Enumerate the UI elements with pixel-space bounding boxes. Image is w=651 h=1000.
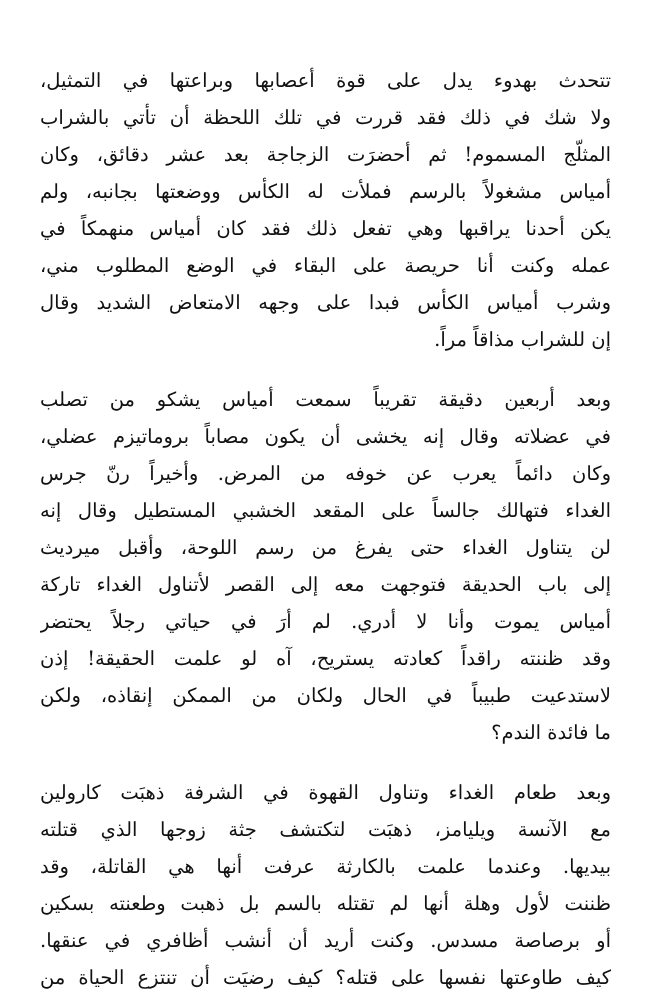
text-line: إن للشراب مذاقاً مراً. [434,328,611,351]
text-line: أو برصاصة مسدس. وكنت أريد أن أنشب أظافري في عنقها. [40,929,611,952]
text-line: وشرب أمياس الكأس فبدا على وجهه الامتعاض الشديد وقال [40,291,611,314]
text-line: إلى باب الحديقة فتوجهت معه إلى القصر لأتناول الغداء تاركة [40,573,611,596]
text-line: عمله وكنت أنا حريصة على البقاء في الوضع المطلوب مني، [40,254,611,277]
paragraph-2 [40,381,611,751]
text-line: تتحدث بهدوء يدل على قوة أعصابها وبراعتها في التمثيل، [40,69,611,92]
text-line: لاستدعيت طبيباً في الحال ولكان من الممكن إنقاذه، ولكن [40,684,611,707]
text-line: ظننت لأول وهلة أنها لم تقتله بالسم بل ذهبت وطعنته بسكين [40,892,611,915]
text-line: يكن أحدنا يراقبها وهي تفعل ذلك فقد كان أمياس منهمكاً في [40,217,611,240]
text-line: لن يتناول الغداء حتى يفرغ من رسم اللوحة، وأقبل ميرديث [40,536,611,559]
text-line: ما فائدة الندم؟ [491,721,611,744]
text-line: أمياس يموت وأنا لا أدري. لم أرَ في حياتي رجلاً يحتضر [40,610,611,633]
text-line: المثلّج المسموم! ثم أحضرَت الزجاجة بعد عشر دقائق، وكان [40,143,611,166]
text-line: وكان دائماً يعرب عن خوفه من المرض. وأخيراً رنّ جرس [40,462,611,485]
text-line: في عضلاته وقال إنه يخشى أن يكون مصاباً بروماتيزم عضلي، [40,425,611,448]
text-line: بيديها. وعندما علمت بالكارثة عرفت أنها هي القاتلة، وقد [40,855,611,878]
text-line: وقد ظننته راقداً كعادته يستريح، آه لو علمت الحقيقة! إذن [40,647,611,670]
paragraph-1 [40,62,611,358]
text-line: وبعد أربعين دقيقة تقريباً سمعت أمياس يشكو من تصلب [40,388,611,411]
text-line: مع الآنسة ويليامز، ذهبَت لتكتشف جثة زوجها الذي قتلته [40,818,611,841]
text-line: وبعد طعام الغداء وتناول القهوة في الشرفة ذهبَت كارولين [40,781,611,804]
text-line: أمياس مشغولاً بالرسم فملأت له الكأس ووضعتها بجانبه، ولم [40,180,611,203]
text-line: ولا شك في ذلك فقد قررت في تلك اللحظة أن تأتي بالشراب [40,106,611,129]
text-line: كيف طاوعتها نفسها على قتله؟ كيف رضيَت أن تنتزع الحياة من [40,966,611,989]
text-line: الغداء فتهالك جالساً على المقعد الخشبي المستطيل وقال إنه [40,499,611,522]
paragraph-3 [40,774,611,996]
